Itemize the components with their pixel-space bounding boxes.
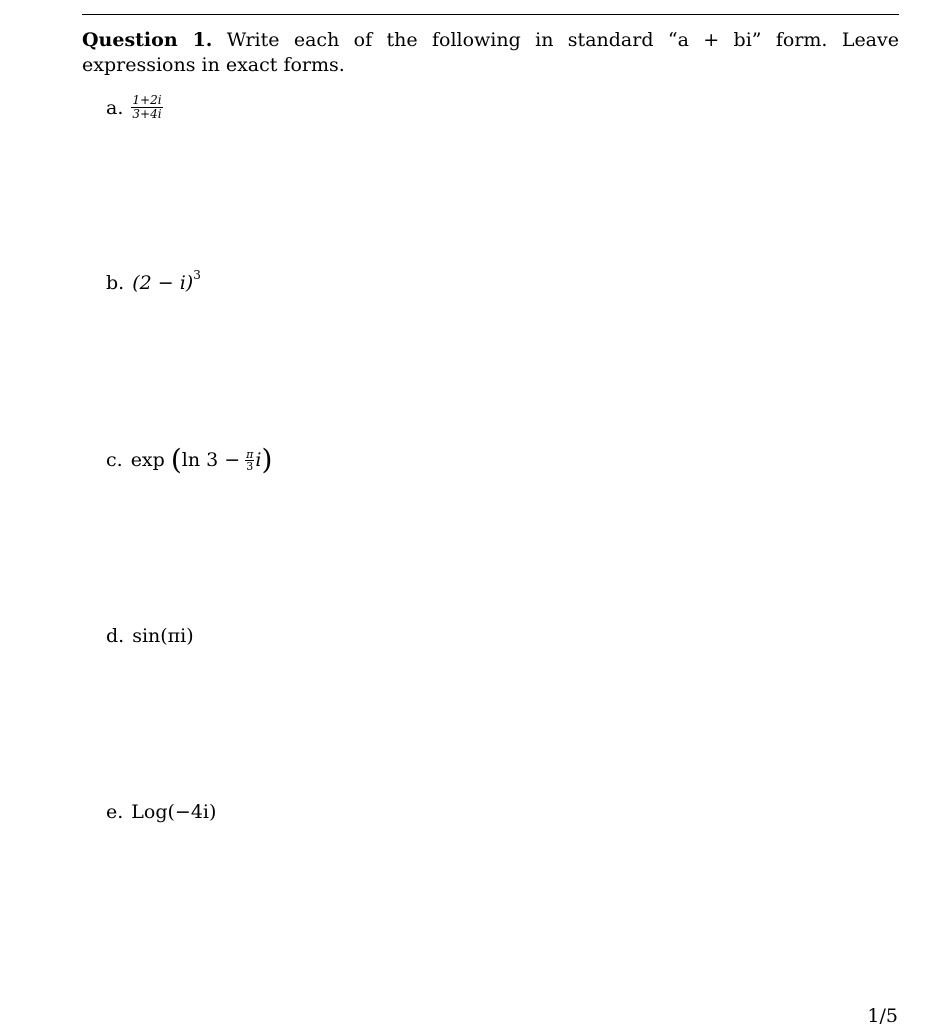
part-e	[106, 801, 216, 823]
page-number: 1/5	[867, 1005, 898, 1027]
part-c-func: exp	[130, 449, 165, 471]
question-label: Question 1.	[82, 29, 213, 51]
part-c-fraction	[245, 449, 254, 472]
part-d-expr: sin(πi)	[132, 625, 194, 647]
part-a	[106, 94, 163, 121]
part-b-base: (2 − i)	[132, 272, 194, 294]
part-e-expr: Log(−4i)	[131, 801, 217, 823]
part-c-open-paren: (	[170, 443, 182, 476]
part-d	[106, 625, 194, 647]
part-a-label: a.	[106, 96, 124, 119]
part-c-frac-num: π	[246, 447, 254, 461]
part-c-inner-start: ln 3 −	[181, 449, 241, 471]
part-a-denominator: 3+4i	[132, 107, 162, 121]
part-c-close-paren: )	[261, 443, 273, 476]
part-e-label: e.	[106, 801, 124, 823]
top-rule	[82, 14, 899, 15]
part-b-label: b.	[106, 272, 125, 294]
part-c-frac-den: 3	[246, 459, 254, 473]
part-b-exponent: 3	[193, 268, 201, 282]
part-c	[106, 443, 273, 476]
part-d-label: d.	[106, 625, 125, 647]
part-c-label: c.	[106, 449, 123, 471]
question-1	[82, 28, 899, 78]
question-text: Write each of the following in standard “a + bi” form. Leave expressions in exact forms.	[82, 29, 899, 76]
part-c-inner-end: i	[255, 449, 262, 471]
part-a-fraction	[131, 94, 162, 121]
part-b	[106, 268, 201, 294]
part-a-numerator: 1+2i	[132, 93, 162, 107]
